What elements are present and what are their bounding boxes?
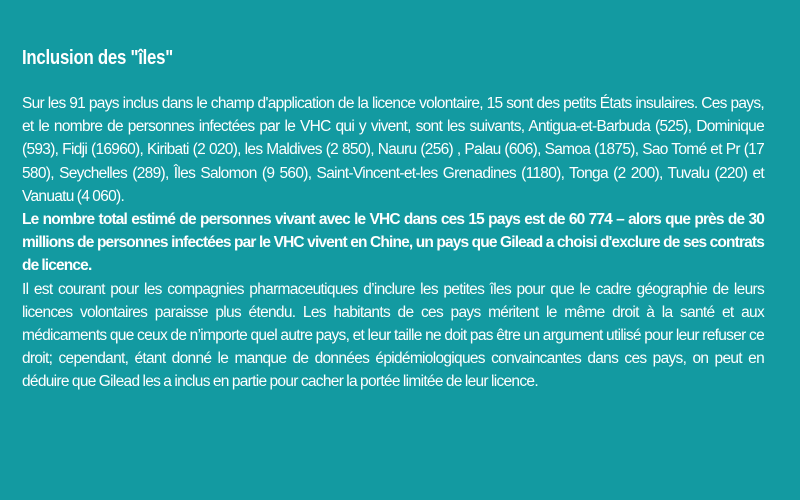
paragraph-island-states: Sur les 91 pays inclus dans le champ d'application de la licence volontaire, 15 sont des petits États insulaires. Ces pays, et le nombre de personnes infectées par le VHC qui y vivent, sont les suivants, Antigua-et-Barbuda (525), Dominique (593), Fidji (16960), Kiribati (2 020), les Maldives (2 850), Nauru (256) , Palau (606), Samoa (1875), Sao Tomé et Pr (17 580), Seychelles (289), Îles Salomon (9 560), Saint-Vincent-et-les Grenadines (1180), Tonga (2 200), Tuvalu (220) et Vanuatu (4 060).	[22, 95, 764, 205]
paragraph-practice-commentary: Il est courant pour les compagnies pharmaceutiques d’inclure les petites îles pour que le cadre géographie de leurs licences volontaires paraisse plus étendu. Les habitants de ces pays méritent le même droit à la santé et aux médicaments que ceux de n’importe quel autre pays, et leur taille ne doit pas être un argument utilisé pour leur refuser ce droit; cependant, étant donné le manque de données épidémiologiques convaincantes dans ces pays, on peut en déduire que Gilead les a inclus en partie pour cacher la portée limitée de leur licence.	[22, 280, 764, 391]
section-body	[22, 92, 764, 394]
paragraph-total-estimate: Le nombre total estimé de personnes vivant avec le VHC dans ces 15 pays est de 60 774 – alors que près de 30 millions de personnes infectées par le VHC vivent en Chine, un pays que Gilead a choisi d'exclure de ses contrats de licence.	[22, 211, 764, 275]
section-title: Inclusion des "îles"	[22, 47, 173, 69]
